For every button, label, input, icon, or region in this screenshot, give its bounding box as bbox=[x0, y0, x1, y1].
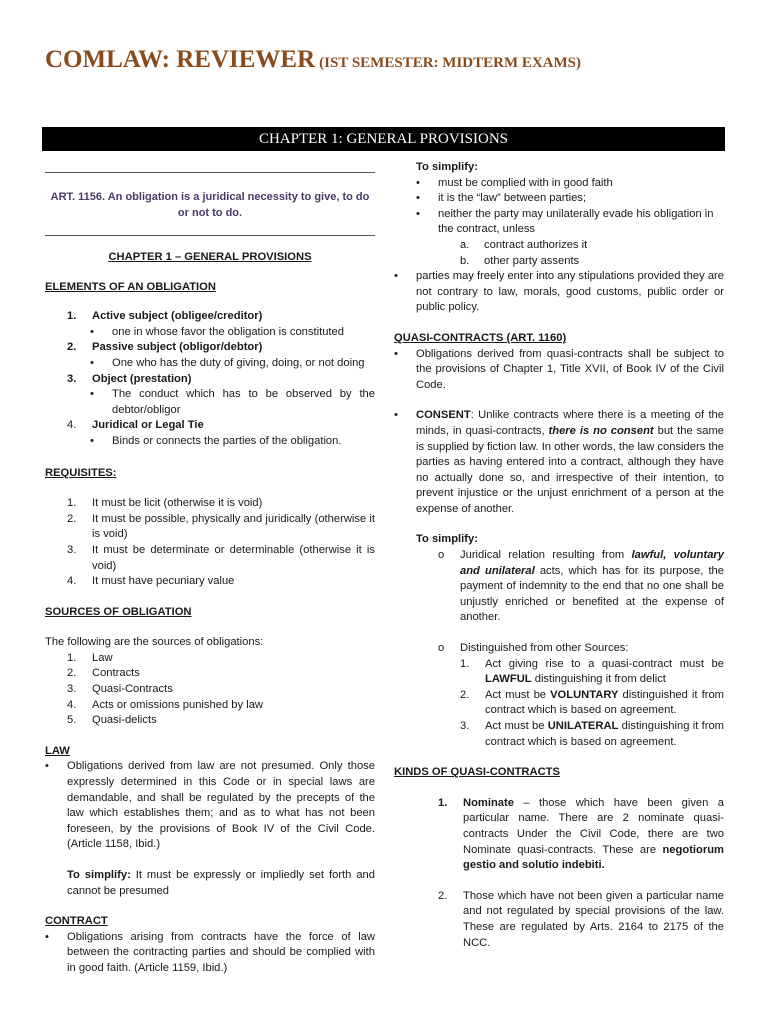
list-item: b. other party assents bbox=[460, 254, 580, 267]
article-1156: ART. 1156. An obligation is a juridical necessity to give, to do or not to do. bbox=[50, 191, 370, 219]
chapter-banner: CHAPTER 1: GENERAL PROVISIONS bbox=[42, 127, 725, 151]
list-item: 1. Nominate – those which have been given a particular name. There are 2 nominate quasi-contracts Under the Civil Code, there are two Nominate quasi-contracts. These are negotiorum gestio and solutio indebiti. bbox=[438, 796, 724, 872]
list-item: 2. Those which have not been given a particular name and not regulated by special provisions of the law. These are regulated by Arts. 2164 to 2175 of the NCC. bbox=[438, 889, 724, 949]
list-item: 1. Law bbox=[67, 651, 113, 664]
list-item: o Distinguished from other Sources: bbox=[394, 641, 724, 657]
bullet-icon: • bbox=[90, 388, 94, 401]
sources-intro: The following are the sources of obligations: bbox=[45, 636, 264, 649]
list-item: 1. Act giving rise to a quasi-contract must be LAWFUL distinguishing it from delict bbox=[460, 657, 724, 686]
bullet-icon: • bbox=[416, 207, 420, 220]
bullet-icon: • bbox=[45, 930, 49, 943]
law-bullet: • Obligations derived from law are not presumed. Only those expressly determined in this Code or in special laws are demandable, and shall be regulated by the precepts of the law which establishes them; and as to what has not been foreseen, by the provisions of Book IV of the Civil Code. (Article 1158, Ibid.) bbox=[45, 759, 375, 853]
sources-list bbox=[45, 651, 375, 729]
quasi-contracts-heading: QUASI-CONTRACTS (ART. 1160) bbox=[394, 331, 567, 344]
list-item: • one in whose favor the obligation is constituted bbox=[45, 325, 375, 341]
list-item: 4. Juridical or Legal Tie bbox=[67, 419, 204, 432]
quasi-bullet: • Obligations derived from quasi-contracts shall be subject to the provisions of Chapter 1, Title XVII, of Book IV of the Civil Code. bbox=[394, 347, 724, 394]
document-header bbox=[45, 46, 581, 74]
list-item: 3. It must be determinate or determinable (otherwise it is void) bbox=[67, 543, 375, 572]
list-item: 2. Contracts bbox=[67, 667, 140, 680]
bullet-icon: • bbox=[394, 409, 398, 422]
list-item: 2. It must be possible, physically and juridically (otherwise it is void) bbox=[67, 512, 375, 541]
document-title: COMLAW: REVIEWER bbox=[45, 46, 316, 73]
list-item: 2. Passive subject (obligor/debtor) bbox=[67, 341, 263, 354]
list-item: o Juridical relation resulting from lawful, voluntary and unilateral acts, which has for its purpose, the payment of indemnity to the end that no one shall be unjustly enriched or benefited at the expense of another. bbox=[394, 548, 724, 626]
bullet-icon: • bbox=[90, 434, 94, 447]
elements-list bbox=[45, 309, 375, 449]
bullet-icon: • bbox=[416, 176, 420, 189]
law-simplify: To simplify: It must be expressly or impliedly set forth and cannot be presumed bbox=[67, 869, 375, 897]
list-item: • must be complied with in good faith bbox=[394, 176, 724, 192]
right-column bbox=[394, 160, 724, 951]
law-heading: LAW bbox=[45, 744, 70, 757]
document-subtitle: (IST SEMESTER: MIDTERM EXAMS) bbox=[319, 55, 582, 71]
bullet-icon: • bbox=[394, 347, 398, 360]
list-item: • it is the “law” between parties; bbox=[394, 191, 724, 207]
list-item: 4. Acts or omissions punished by law bbox=[67, 698, 263, 711]
sources-heading: SOURCES OF OBLIGATION bbox=[45, 605, 192, 618]
bullet-icon: • bbox=[416, 192, 420, 205]
kinds-heading: KINDS OF QUASI-CONTRACTS bbox=[394, 766, 560, 779]
bullet-icon: • bbox=[394, 270, 398, 283]
list-item: • neither the party may unilaterally evade his obligation in the contract, unless bbox=[394, 207, 724, 238]
requisites-list bbox=[45, 496, 375, 590]
circle-bullet-icon: o bbox=[438, 642, 445, 655]
list-item: • One who has the duty of giving, doing, or not doing bbox=[45, 356, 375, 372]
list-item: 3. Object (prestation) bbox=[67, 372, 192, 385]
list-item: 3. Quasi-Contracts bbox=[67, 683, 173, 696]
chapter-heading: CHAPTER 1 – GENERAL PROVISIONS bbox=[108, 251, 312, 263]
contract-heading: CONTRACT bbox=[45, 915, 108, 928]
simplify-label: To simplify: bbox=[416, 533, 478, 546]
list-item: • The conduct which has to be observed by the debtor/obligor bbox=[45, 387, 375, 418]
divider bbox=[45, 235, 375, 236]
list-item: • Binds or connects the parties of the obligation. bbox=[45, 434, 375, 450]
parties-bullet: • parties may freely enter into any stipulations provided they are not contrary to law, morals, good customs, public order or public policy. bbox=[394, 269, 724, 316]
list-item: a. contract authorizes it bbox=[460, 238, 588, 251]
contract-bullet: • Obligations arising from contracts have the force of law between the contracting parties and should be complied with in good faith. (Article 1159, Ibid.) bbox=[45, 930, 375, 977]
bullet-icon: • bbox=[90, 325, 94, 338]
list-item: 3. Act must be UNILATERAL distinguishing it from contract which is based on agreement. bbox=[460, 720, 724, 748]
left-column bbox=[45, 160, 375, 977]
consent-bullet: • CONSENT: Unlike contracts where there is a meeting of the minds, in quasi-contracts, there is no consent but the same is supplied by fiction law. In other words, the law considers the parties as having entered into a contract, although they have no actually done so, and irrespective of their intention, to prevent injustice or the unjust enrichment of a person at the expense of another. bbox=[394, 408, 724, 517]
circle-bullet-icon: o bbox=[438, 549, 445, 562]
list-item: 5. Quasi-delicts bbox=[67, 714, 157, 727]
list-item: 2. Act must be VOLUNTARY distinguished it from contract which is based on agreement. bbox=[460, 688, 724, 717]
elements-heading: ELEMENTS OF AN OBLIGATION bbox=[45, 280, 216, 293]
requisites-heading: REQUISITES: bbox=[45, 466, 117, 479]
divider bbox=[45, 172, 375, 173]
list-item: 4. It must have pecuniary value bbox=[67, 575, 235, 588]
simplify-label: To simplify: bbox=[416, 161, 478, 173]
bullet-icon: • bbox=[45, 760, 49, 773]
list-item: 1. Active subject (obligee/creditor) bbox=[67, 310, 263, 323]
bullet-icon: • bbox=[90, 356, 94, 369]
list-item: 1. It must be licit (otherwise it is void) bbox=[67, 497, 263, 510]
